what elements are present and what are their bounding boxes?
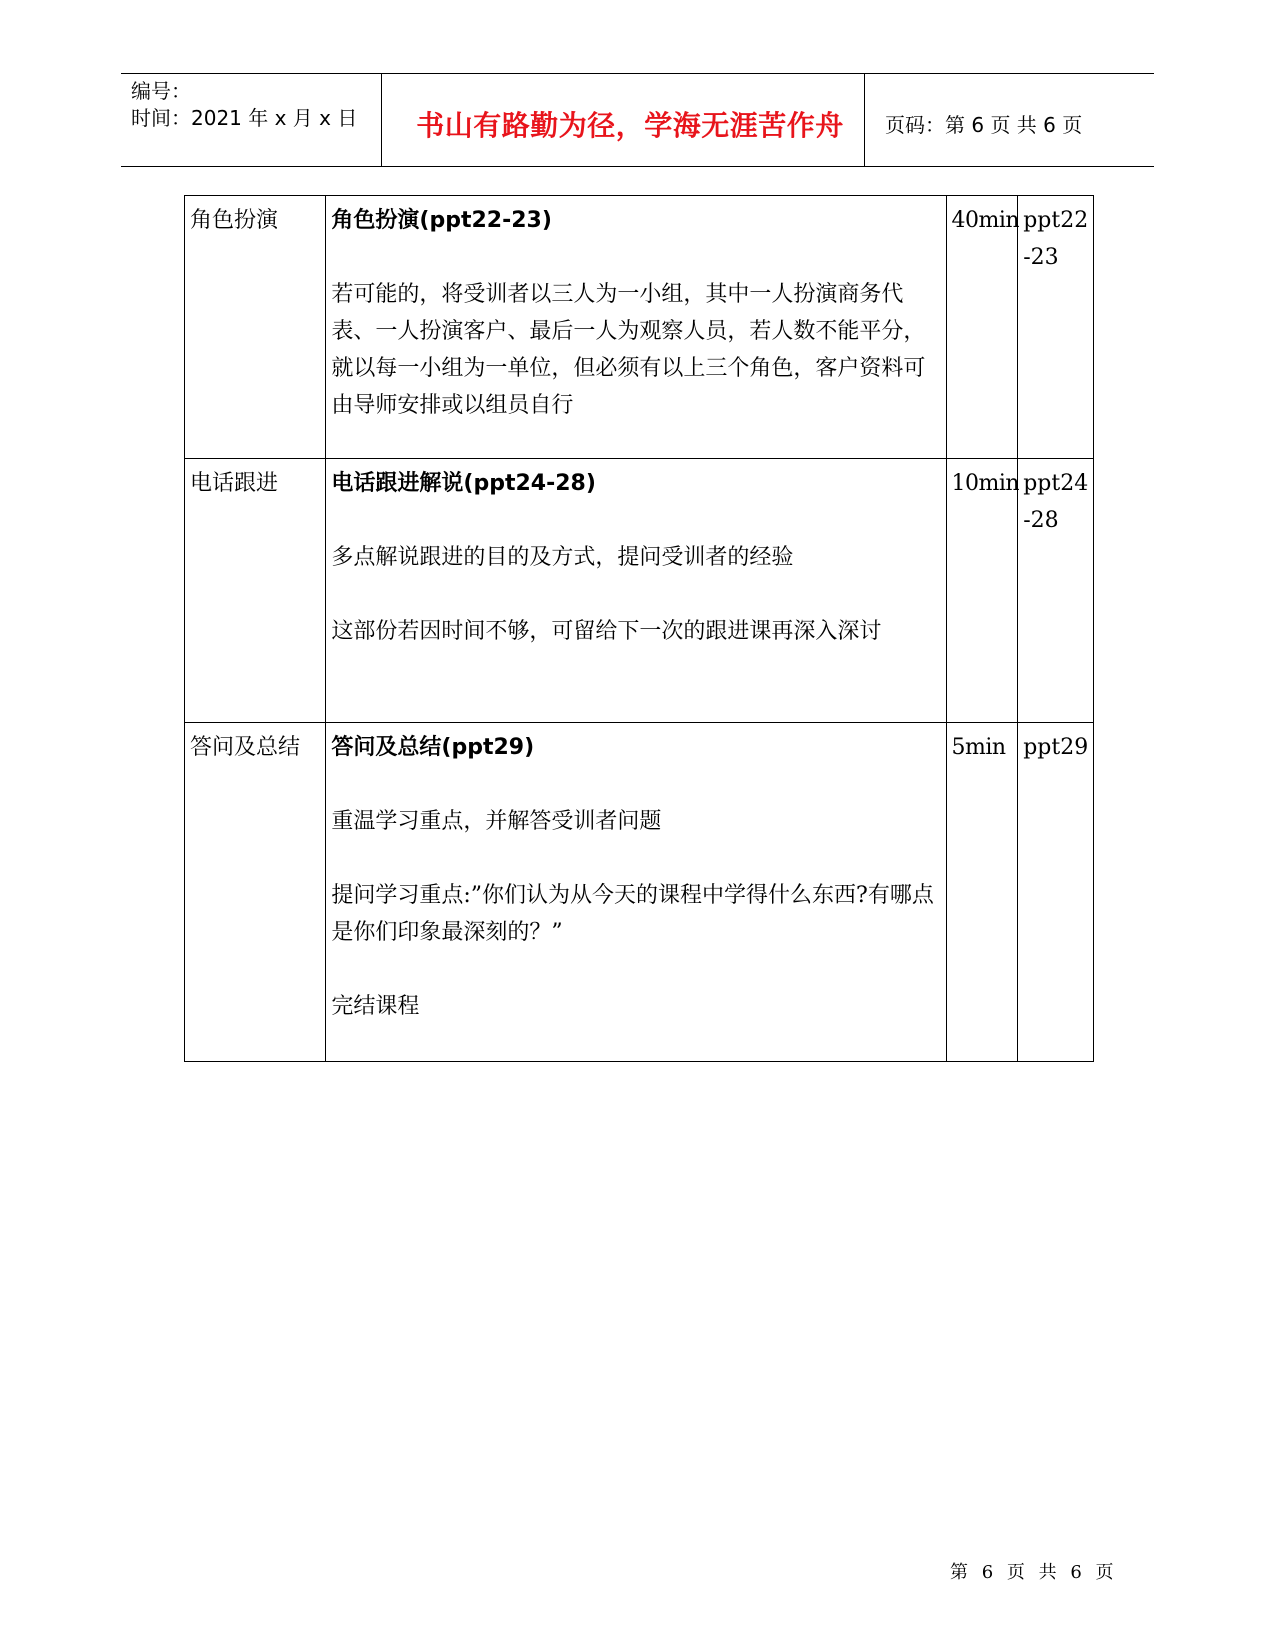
content-paragraph: 多点解说跟进的目的及方式，提问受训者的经验 bbox=[331, 545, 794, 570]
section-title: 电话跟进解说(ppt24-28) bbox=[331, 471, 596, 496]
section-title: 答问及总结(ppt29) bbox=[331, 735, 535, 760]
content-paragraph: 这部份若因时间不够，可留给下一次的跟进课再深入深讨 bbox=[331, 619, 882, 644]
course-plan-table bbox=[184, 195, 1094, 1062]
time-cell: 5min bbox=[946, 723, 1018, 1062]
content-paragraph: 完结课程 bbox=[331, 994, 420, 1019]
material-cell: ppt29 bbox=[1018, 723, 1094, 1062]
header-top-rule bbox=[121, 73, 1154, 74]
header-divider-left bbox=[381, 74, 382, 167]
time-cell: 10min bbox=[946, 459, 1018, 723]
content-cell bbox=[326, 723, 946, 1062]
material-cell: ppt24-28 bbox=[1018, 459, 1094, 723]
stage-cell: 角色扮演 bbox=[185, 196, 326, 459]
content-paragraph: 重温学习重点，并解答受训者问题 bbox=[331, 809, 662, 834]
content-paragraph: 若可能的，将受训者以三人为一小组，其中一人扮演商务代表、一人扮演客户、最后一人为观察人员，若人数不能平分，就以每一小组为一单位，但必须有以上三个角色，客户资料可由导师安排或以组员自行 bbox=[331, 282, 926, 418]
document-number-label: 编号： bbox=[131, 79, 191, 103]
header-bottom-rule bbox=[121, 166, 1154, 167]
section-title: 角色扮演(ppt22-23) bbox=[331, 208, 552, 233]
stage-cell: 答问及总结 bbox=[185, 723, 326, 1062]
footer-page-number: 第 6 页 共 6 页 bbox=[950, 1562, 1118, 1583]
table-row bbox=[185, 723, 1094, 1062]
document-date-label: 时间：2021 年 x 月 x 日 bbox=[131, 106, 358, 130]
header-page-number: 页码：第 6 页 共 6 页 bbox=[885, 113, 1083, 137]
material-cell: ppt22-23 bbox=[1018, 196, 1094, 459]
content-cell bbox=[326, 196, 946, 459]
header-meta bbox=[131, 78, 357, 132]
table-row bbox=[185, 196, 1094, 459]
header-motto: 书山有路勤为径，学海无涯苦作舟 bbox=[416, 109, 844, 142]
content-paragraph: 提问学习重点:”你们认为从今天的课程中学得什么东西?有哪点是你们印象最深刻的？” bbox=[331, 883, 934, 945]
content-cell bbox=[326, 459, 946, 723]
table-row bbox=[185, 459, 1094, 723]
time-cell: 40min bbox=[946, 196, 1018, 459]
stage-cell: 电话跟进 bbox=[185, 459, 326, 723]
